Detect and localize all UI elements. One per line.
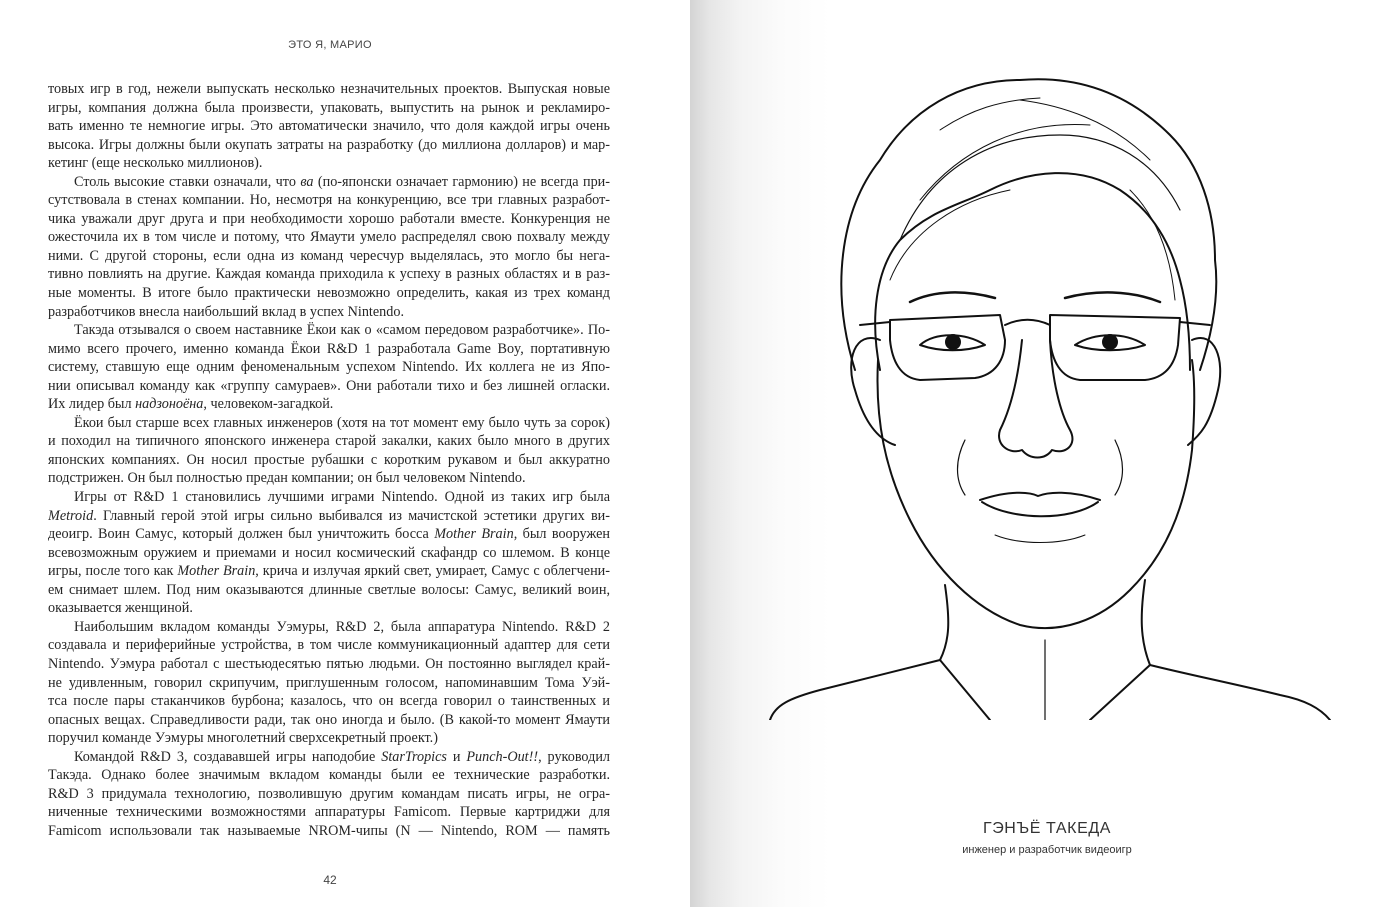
text-line: [48, 117, 610, 136]
text-segment: , крича и излучая яркий свет, умирает, Самус с облегчени-: [255, 563, 610, 580]
paragraph: [48, 414, 610, 488]
text-segment: и: [446, 748, 467, 765]
italic-text: Metroid: [48, 507, 94, 524]
portrait-caption-name: ГЭНЪЁ ТАКЕДА: [982, 820, 1112, 837]
text-line: [48, 729, 610, 748]
text-line: [48, 674, 610, 693]
text-line: [48, 562, 610, 581]
text-segment: поручил команде Уэмуры многолетний сверхсекретный проект.): [48, 730, 438, 747]
text-segment: подстрижен. Он был полностью предан компании; он был человеком Nintendo.: [48, 470, 526, 487]
text-line: [48, 340, 610, 359]
text-segment: Ёкои был старше всех главных инженеров (хотя на тот момент ему было чуть за сорок): [74, 414, 610, 431]
italic-text: надзоноёна: [135, 396, 204, 413]
text-line: [48, 247, 610, 266]
text-line: [48, 803, 610, 822]
text-line: [48, 358, 610, 377]
text-segment: кетинг (еще несколько миллионов).: [48, 155, 263, 172]
text-segment: сутствовала в стенах компании. Но, несмотря на конкуренцию, все три главных разработ-: [48, 192, 610, 209]
text-line: [48, 451, 610, 470]
text-line: [48, 432, 610, 451]
text-segment: мимо всего прочего, именно команда Ёкои R&D 1 разработала Game Boy, портативную: [48, 340, 610, 357]
text-segment: высока. Игры должны были окупать затраты на разработку (до миллиона долларов) и мар-: [48, 136, 610, 153]
italic-text: Mother Brain: [434, 526, 514, 543]
text-line: [48, 303, 610, 322]
text-segment: ные моменты. В итоге было практически невозможно определить, какая из трех команд: [48, 285, 610, 302]
text-line: [48, 766, 610, 785]
text-line: [48, 210, 610, 229]
text-segment: , руководил: [538, 748, 610, 765]
text-line: [48, 136, 610, 155]
text-segment: тивно повлиять на другие. Каждая команда приходила к успеху в разных областях и в раз-: [48, 266, 610, 283]
paragraph: [48, 488, 610, 618]
text-segment: оказывается женщиной.: [48, 600, 193, 617]
text-segment: . Главный герой этой игры сильно выбивался из мачистской эстетики других ви-: [93, 507, 610, 524]
text-segment: опасных вещах. Справедливости ради, так оно иногда и было. (В какой-то момент Ямаути: [48, 711, 610, 728]
text-segment: ниченные техническими возможностями аппаратуры Famicom. Первые картриджи для: [48, 804, 610, 821]
text-segment: и походил на типичного японского инженера старой закалки, каких было много в других: [48, 433, 610, 450]
running-head: ЭТО Я, МАРИО: [288, 39, 372, 51]
paragraph: [48, 80, 610, 173]
text-line: [48, 822, 610, 841]
text-segment: вать именно те немногие игры. Это автоматически значило, что доля каждой игры очень: [48, 118, 610, 135]
text-segment: Столь высокие ставки означали, что: [74, 173, 301, 190]
body-text: [48, 80, 610, 840]
paragraph: [48, 173, 610, 321]
text-segment: чика уважали друг друга и при необходимости хорошо работали вместе. Конкуренция не: [48, 210, 610, 227]
text-line: [48, 414, 610, 433]
text-segment: игры, после того как: [48, 563, 178, 580]
text-segment: всевозможным оружием и приемами и носил космический скафандр со шлемом. В конце: [48, 544, 610, 561]
text-segment: Такэда. Однако более значимым вкладом команды были ее технические разработки.: [48, 767, 610, 784]
text-line: [48, 785, 610, 804]
text-segment: деоигр. Воин Самус, который должен был уничтожить босса: [48, 526, 435, 543]
paragraph: [48, 618, 610, 748]
text-segment: ними. С другой стороны, если одна из команд чересчур выделялась, это могло бы нега-: [48, 247, 610, 264]
text-segment: Такэда отзывался о своем наставнике Ёкои как о «самом передовом разработчике». По-: [74, 322, 610, 339]
text-line: [48, 692, 610, 711]
text-line: [48, 507, 610, 526]
text-line: [48, 395, 610, 414]
text-segment: нии описывал команду как «группу самураев». Они работали тихо и без лишней огласки.: [48, 377, 610, 394]
text-line: [48, 284, 610, 303]
text-line: [48, 321, 610, 340]
text-line: [48, 99, 610, 118]
text-segment: Famicom использовали так называемые NROM-чипы (N — Nintendo, ROM — память: [48, 822, 610, 839]
text-line: [48, 599, 610, 618]
text-line: [48, 377, 610, 396]
text-line: [48, 488, 610, 507]
paragraph: [48, 748, 610, 841]
text-segment: ем снимает шлем. Под ним оказываются длинные светлые волосы: Самус, великий воин,: [48, 581, 610, 598]
text-line: [48, 544, 610, 563]
paragraph: [48, 321, 610, 414]
text-segment: тса после пары стаканчиков бурбона; казалось, что он всегда говорил о таинственных и: [48, 693, 610, 710]
text-line: [48, 655, 610, 674]
portrait-illustration: [760, 40, 1340, 720]
text-segment: японских компаниях. Он носил простые рубашки с коротким рукавом и был аккуратно: [48, 451, 610, 468]
portrait-caption-role: инженер и разработчик видеоигр: [962, 844, 1132, 856]
text-line: [48, 636, 610, 655]
text-segment: товых игр в год, нежели выпускать несколько незначительных проектов. Выпуская новые: [48, 81, 610, 97]
text-line: [48, 265, 610, 284]
text-segment: ожесточила их в том числе и потому, что Ямаути умело распределял свою похвалу между: [48, 229, 610, 246]
text-line: [48, 191, 610, 210]
text-segment: разработчиков внесла наибольший вклад в успех Nintendo.: [48, 303, 404, 320]
text-segment: R&D 3 придумала технологию, позволившую другим командам писать игры, не огра-: [48, 785, 610, 802]
text-segment: Игры от R&D 1 становились лучшими играми Nintendo. Одной из таких игр была: [74, 489, 610, 506]
text-segment: , был вооружен: [513, 526, 610, 543]
text-segment: систему, ставшую еще одним феноменальным успехом Nintendo. Их коллега не из Япо-: [48, 359, 610, 376]
text-line: [48, 469, 610, 488]
text-segment: , человеком-загадкой.: [203, 396, 334, 413]
italic-text: Punch-Out!!: [466, 748, 539, 765]
text-segment: создавала и периферийные устройства, в том числе коммуникационный адаптер для сети: [48, 637, 610, 654]
text-line: [48, 228, 610, 247]
text-line: [48, 581, 610, 600]
text-line: [48, 173, 610, 192]
text-segment: Nintendo. Уэмура работал с шестьюдесятью пятью людьми. Он постоянно выглядел край-: [48, 655, 610, 672]
text-line: [48, 711, 610, 730]
text-segment: игры, компания должна была произвести, упаковать, выпустить на рынок и рекламиро-: [48, 99, 610, 116]
text-segment: (по-японски означает гармонию) не всегда при-: [313, 173, 610, 190]
page-number: 42: [323, 873, 337, 887]
italic-text: StarTropics: [381, 748, 447, 765]
text-line: [48, 154, 610, 173]
text-segment: Командой R&D 3, создававшей игры наподобие: [74, 748, 382, 765]
text-segment: Наибольшим вкладом команды Уэмуры, R&D 2, была аппаратура Nintendo. R&D 2: [74, 618, 610, 635]
text-segment: Их лидер был: [48, 396, 136, 413]
text-line: [48, 618, 610, 637]
text-segment: не удивленным, говорил скрипучим, приглушенным голосом, напоминавшим Тома Уэй-: [48, 674, 610, 691]
text-line: [48, 525, 610, 544]
text-line: [48, 80, 610, 99]
text-line: [48, 748, 610, 767]
italic-text: Mother Brain: [177, 563, 256, 580]
italic-text: ва: [300, 173, 314, 190]
